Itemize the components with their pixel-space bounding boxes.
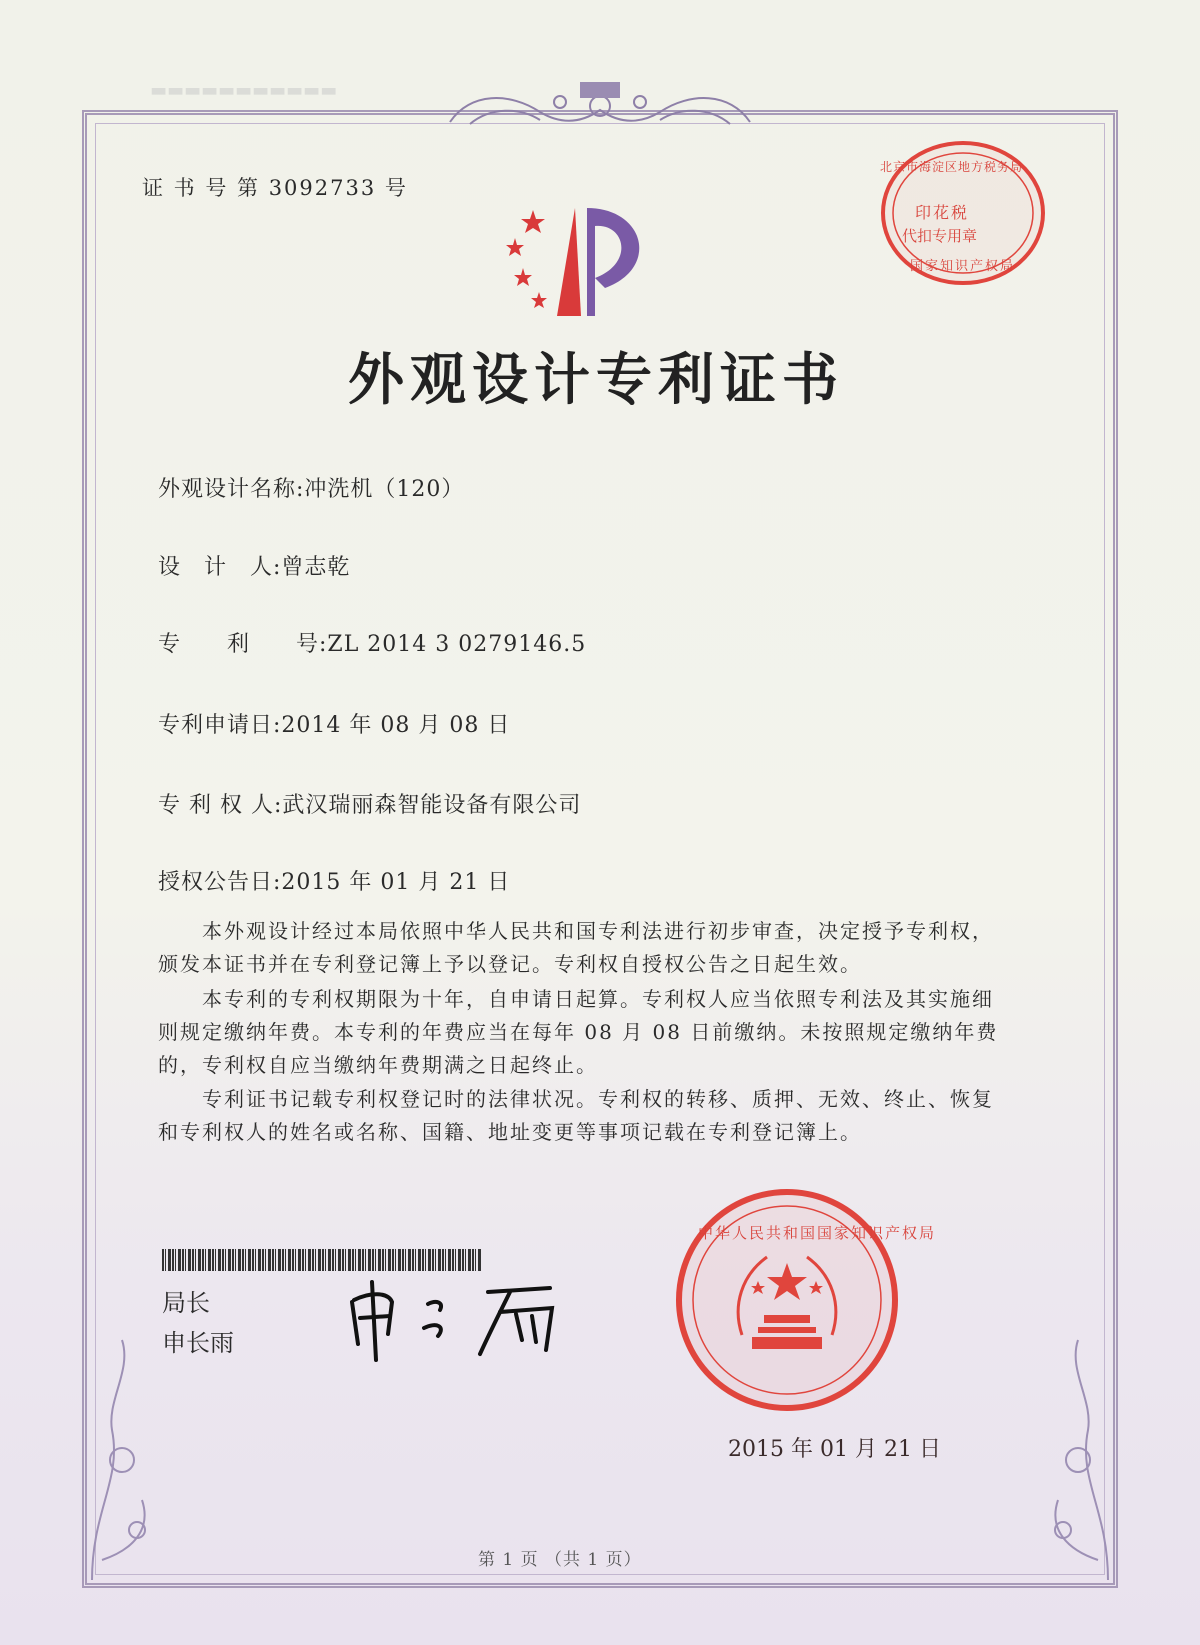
- field-label: 外观设计名称:: [158, 477, 305, 502]
- tax-stamp-line2: 代扣专用章: [902, 227, 978, 245]
- field-design-name: [158, 472, 464, 503]
- field-label: 专 利 权 人:: [158, 793, 283, 818]
- certificate-number: 证 书 号 第 3092733 号: [142, 176, 408, 200]
- field-label: 专利申请日:: [158, 713, 282, 738]
- field-value: 曾志乾: [281, 555, 351, 580]
- page-footer: 第 1 页 （共 1 页）: [478, 1550, 642, 1570]
- field-label: 授权公告日:: [158, 870, 282, 895]
- tax-stamp-line1: 印花税: [915, 203, 970, 222]
- paragraph-3: 专利证书记载专利权登记时的法律状况。专利权的转移、质押、无效、终止、恢复和专利权人的姓名或名称、国籍、地址变更等事项记载在专利登记簿上。: [158, 1087, 994, 1144]
- signatory-role: 局长: [162, 1289, 210, 1317]
- field-designer: [158, 550, 350, 581]
- field-value: ZL 2014 3 0279146.5: [327, 632, 587, 657]
- certificate-title: 外观设计专利证书: [348, 348, 844, 413]
- field-value: 武汉瑞丽森智能设备有限公司: [282, 793, 582, 818]
- bottom-right-ornament: [1008, 1330, 1118, 1590]
- field-value: 2014 年 08 月 08 日: [281, 713, 511, 738]
- top-ornament: [430, 82, 770, 142]
- field-value: 2015 年 01 月 21 日: [281, 870, 511, 895]
- seal-date: 2015 年 01 月 21 日: [728, 1437, 941, 1462]
- bottom-left-ornament: [82, 1330, 192, 1590]
- field-label: 设 计 人:: [158, 555, 282, 580]
- official-seal: [672, 1185, 902, 1415]
- paragraph-2: 本专利的专利权期限为十年，自申请日起算。专利权人应当依照专利法及其实施细则规定缴纳年费。本专利的年费应当在每年 08 月 08 日前缴纳。未按照规定缴纳年费的，专利权自应当缴纳年费期满之日起终止。: [158, 987, 999, 1077]
- field-grant-date: [158, 865, 510, 896]
- field-label: 专 利 号:: [158, 632, 328, 657]
- signatory-name: 申长雨: [162, 1329, 234, 1357]
- tax-stamp-ring-text: 北京市海淀区地方税务局: [880, 160, 1024, 174]
- paragraph-1: 本外观设计经过本局依照中华人民共和国专利法进行初步审查，决定授予专利权，颁发本证书并在专利登记簿上予以登记。专利权自授权公告之日起生效。: [158, 919, 994, 976]
- seal-ring-text: 中华人民共和国国家知识产权局: [698, 1224, 937, 1242]
- handwritten-signature: [340, 1262, 580, 1362]
- field-value: 冲洗机（120）: [304, 477, 465, 502]
- ghost-text: ▬▬▬▬▬▬▬▬▬▬▬: [150, 80, 338, 101]
- field-filing-date: [158, 708, 510, 739]
- field-patentee: [158, 788, 581, 819]
- field-patent-number: [158, 627, 586, 658]
- sipo-logo-icon: [495, 188, 675, 328]
- tax-stamp-bottom-text: 国家知识产权局: [910, 259, 1016, 274]
